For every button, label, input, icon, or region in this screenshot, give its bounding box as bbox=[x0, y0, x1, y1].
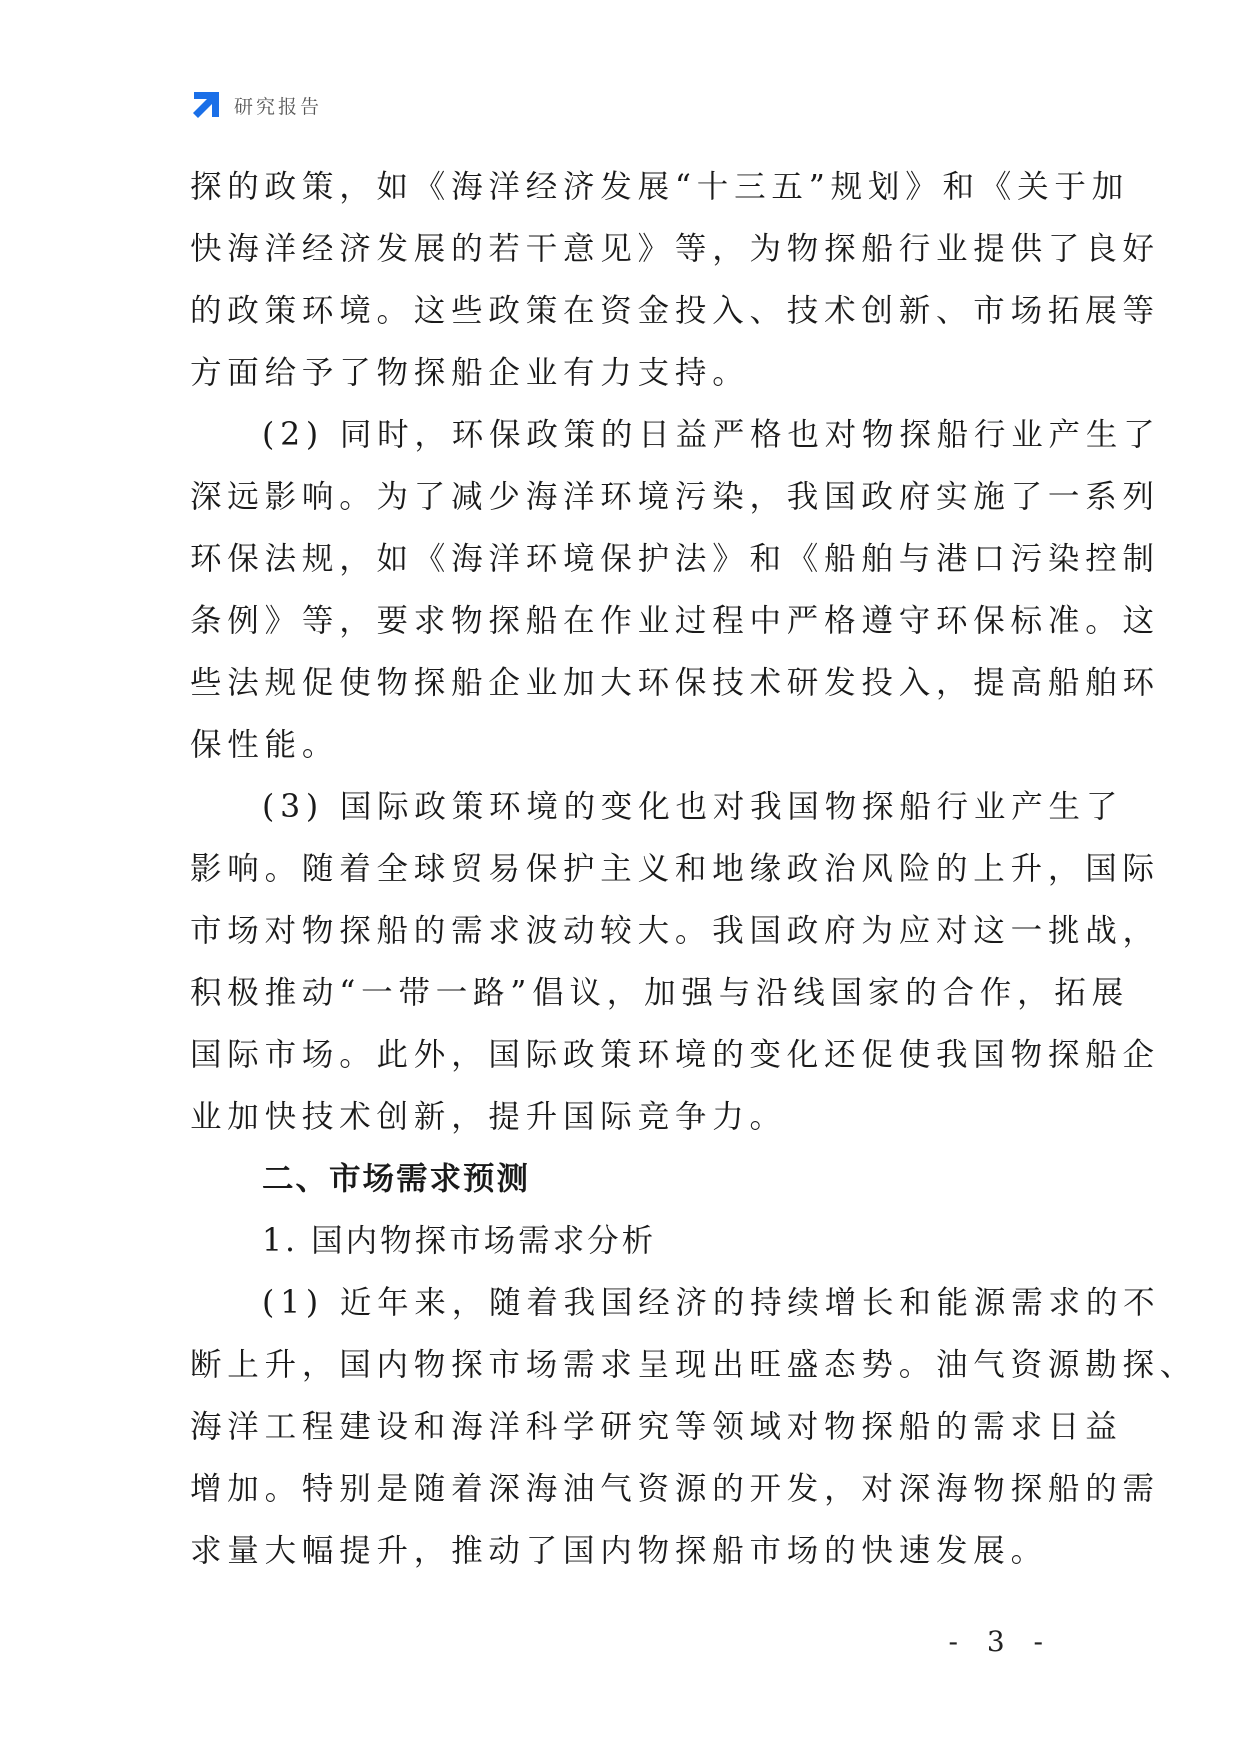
paragraph-line: 条例》等，要求物探船在作业过程中严格遵守环保标准。这 bbox=[190, 603, 1160, 639]
paragraph-line: 的政策环境。这些政策在资金投入、技术创新、市场拓展等 bbox=[190, 293, 1160, 329]
paragraph-line: 影响。随着全球贸易保护主义和地缘政治风险的上升，国际 bbox=[190, 851, 1160, 887]
paragraph-line: 探的政策，如《海洋经济发展“十三五”规划》和《关于加 bbox=[190, 169, 1130, 205]
arrow-up-right-icon bbox=[190, 89, 222, 121]
page-number: - 3 - bbox=[948, 1625, 1053, 1658]
paragraph-line: 市场对物探船的需求波动较大。我国政府为应对这一挑战， bbox=[190, 913, 1160, 949]
paragraph-line: (2) 同时，环保政策的日益严格也对物探船行业产生了 bbox=[262, 417, 1161, 453]
paragraph-line: 求量大幅提升，推动了国内物探船市场的快速发展。 bbox=[190, 1533, 1048, 1569]
paragraph-line: 些法规促使物探船企业加大环保技术研发投入，提高船舶环 bbox=[190, 665, 1160, 701]
paragraph-line: 业加快技术创新，提升国际竞争力。 bbox=[190, 1099, 787, 1135]
paragraph-line: 深远影响。为了减少海洋环境污染，我国政府实施了一系列 bbox=[190, 479, 1160, 515]
paragraph-line: 海洋工程建设和海洋科学研究等领域对物探船的需求日益 bbox=[190, 1409, 1123, 1445]
section-heading: 二、市场需求预测 bbox=[262, 1161, 531, 1197]
paragraph-line: 增加。特别是随着深海油气资源的开发，对深海物探船的需 bbox=[190, 1471, 1160, 1507]
paragraph-line: 环保法规，如《海洋环境保护法》和《船舶与港口污染控制 bbox=[190, 541, 1160, 577]
subsection-heading: 1. 国内物探市场需求分析 bbox=[262, 1223, 657, 1259]
paragraph-line: (3) 国际政策环境的变化也对我国物探船行业产生了 bbox=[262, 789, 1124, 825]
report-header bbox=[190, 88, 322, 122]
paragraph-line: 断上升，国内物探市场需求呈现出旺盛态势。油气资源勘探、 bbox=[190, 1347, 1198, 1383]
paragraph-line: 保性能。 bbox=[190, 727, 340, 763]
paragraph-line: (1) 近年来，随着我国经济的持续增长和能源需求的不 bbox=[262, 1285, 1161, 1321]
document-body bbox=[190, 156, 1198, 1582]
paragraph-line: 快海洋经济发展的若干意见》等，为物探船行业提供了良好 bbox=[190, 231, 1160, 267]
header-title: 研究报告 bbox=[234, 95, 323, 118]
paragraph-line: 方面给予了物探船企业有力支持。 bbox=[190, 355, 750, 391]
paragraph-line: 国际市场。此外，国际政策环境的变化还促使我国物探船企 bbox=[190, 1037, 1160, 1073]
paragraph-line: 积极推动“一带一路”倡议，加强与沿线国家的合作，拓展 bbox=[190, 975, 1130, 1011]
